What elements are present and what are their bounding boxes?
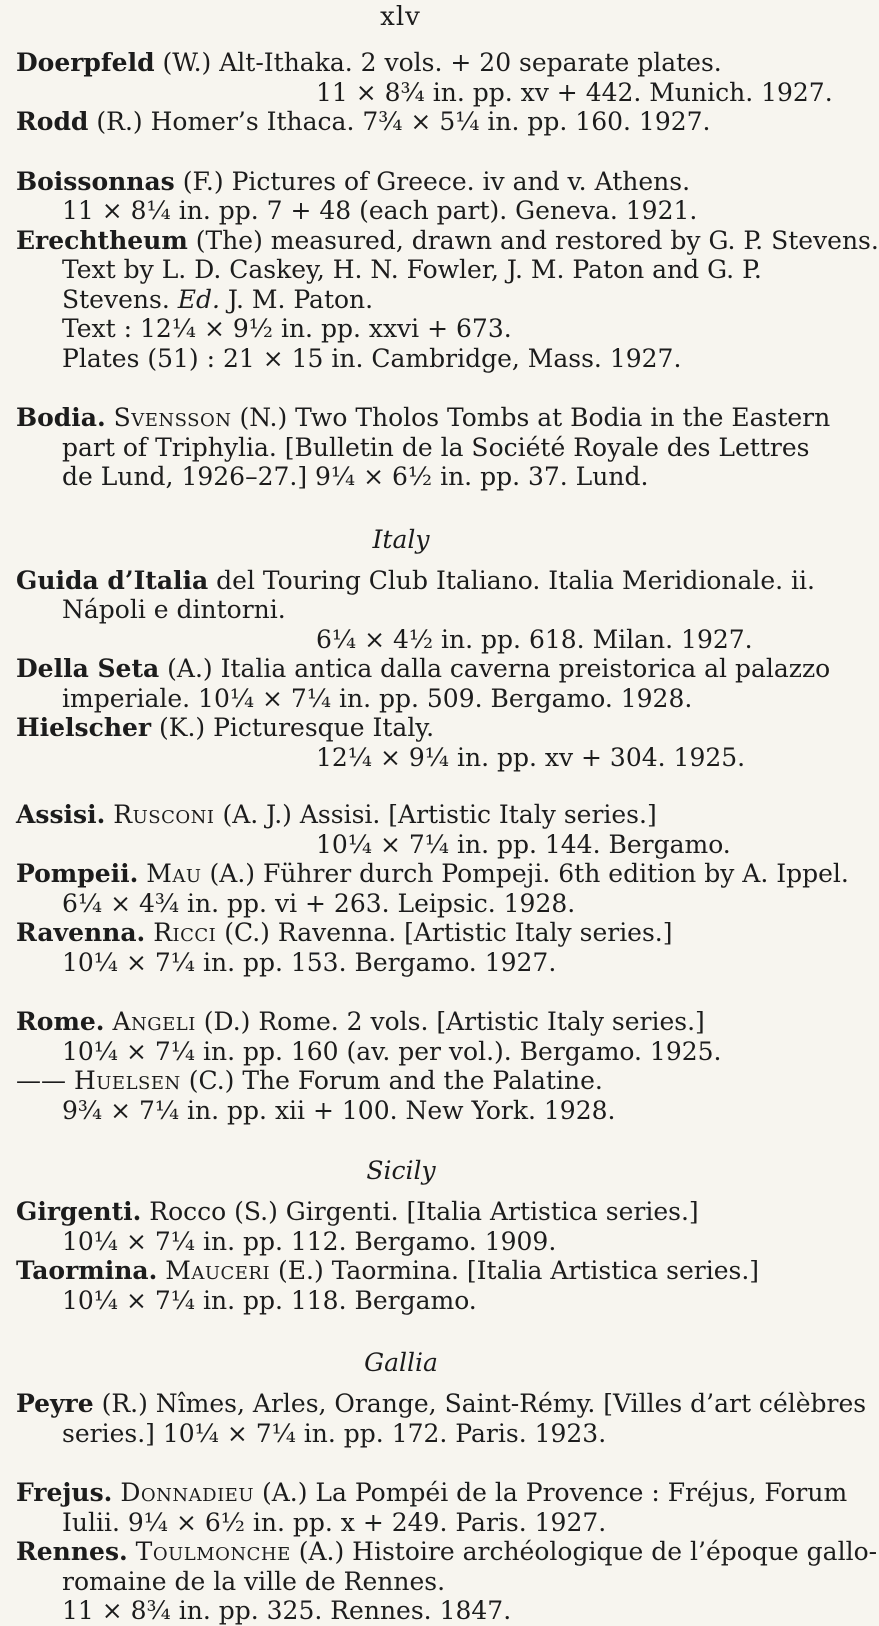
entry-line [16,285,786,315]
entry-subject: Peyre [16,1389,94,1418]
entry-text: 10¼ × 7¼ in. pp. 112. Bergamo. 1909. [62,1226,557,1256]
bib-entry [16,565,815,655]
entry-text [145,918,153,947]
bib-entry [16,225,879,374]
entry-line [16,684,786,714]
entry-text: (E.) Taormina. [Italia Artistica series.] [270,1256,760,1285]
entry-text: series.] 10¼ × 7¼ in. pp. 172. Paris. 1923. [62,1418,607,1448]
entry-author: Ricci [153,918,217,947]
entry-text: (W.) Alt-Ithaka. 2 vols. + 20 separate plates. [154,48,722,77]
section-heading: Gallia [364,1348,438,1377]
entry-text: 11 × 8¾ in. pp. xv + 442. Munich. 1927. [316,77,833,107]
entry-subject: Doerpfeld [16,48,155,77]
entry-text: 12¼ × 9¼ in. pp. xv + 304. 1925. [316,742,746,772]
entry-subject: Della Seta [16,654,160,683]
entry-line [16,196,786,226]
entry-line [16,225,879,256]
entry-text: de Lund, 1926–27.] 9¼ × 6½ in. pp. 37. Lund. [62,462,649,491]
entry-text: 6¼ × 4½ in. pp. 618. Milan. 1927. [316,624,753,654]
entry-line [16,255,786,285]
entry-line [16,654,831,684]
bib-entry [16,859,849,918]
entry-text: (K.) Picturesque Italy. [151,713,435,742]
entry-text: (R.) Homer’s Ithaca. 7¾ × 5¼ in. pp. 160. 1927. [88,107,711,136]
bib-entry [16,1066,786,1125]
bib-entry [16,800,786,859]
entry-line [16,1096,786,1126]
entry-text: Stevens. [62,284,178,314]
entry-line [16,403,831,433]
entry-subject: Erechtheum [16,225,188,255]
entry-text: Text : 12¼ × 9½ in. pp. xxvi + 673. [62,314,512,343]
bib-section [16,1347,867,1448]
bib-entry [16,48,833,107]
entry-text: (C.) Ravenna. [Artistic Italy series.] [216,918,673,947]
entry-text: 10¼ × 7¼ in. pp. 144. Bergamo. [316,829,731,859]
bib-entry [16,403,831,492]
entry-subject: Assisi. [16,800,106,829]
entry-line [16,107,786,137]
entry-line [16,800,786,830]
entry-subject: Girgenti. [16,1197,142,1226]
bib-entry [16,107,786,137]
bib-entry [16,1389,867,1448]
entry-text: (A.) Histoire archéologique de l’époque gallo- [290,1537,878,1566]
entry-line [16,918,786,948]
bib-section [16,1007,786,1125]
entry-text: (R.) Nîmes, Arles, Orange, Saint-Rémy. [Villes d’art célèbres [93,1389,867,1418]
entry-text: Ed. [177,284,220,314]
bib-section [16,48,833,137]
entry-line [16,314,786,344]
entry-line [16,1537,878,1567]
entry-subject: Bodia. [16,403,106,432]
entry-text: (D.) Rome. 2 vols. [Artistic Italy series.] [195,1007,705,1036]
entry-text: 10¼ × 7¼ in. pp. 153. Bergamo. 1927. [62,947,557,977]
entry-line [16,1066,786,1096]
entry-line [16,1037,786,1067]
entry-text [128,1537,136,1566]
entry-line [16,48,786,78]
entry-text: Nápoli e dintorni. [62,595,286,624]
entry-subject: Hielscher [16,713,152,742]
entry-text [106,403,114,432]
entry-line [16,77,833,108]
entry-line [16,1596,786,1626]
entry-line [16,1508,786,1538]
entry-author: Mau [146,859,202,888]
entry-text: (A.) La Pompéi de la Provence : Fréjus, Forum [254,1478,848,1507]
entry-line [16,595,786,625]
entry-line [16,432,810,463]
entry-text: (A.) Italia antica dalla caverna preistorica al palazzo [159,654,831,683]
entry-text: part of Triphylia. [Bulletin de la Société Royale des Lettres [62,432,810,462]
entry-line [16,1286,786,1316]
bib-entry [16,167,786,226]
entry-subject: Guida d’Italia [16,565,209,595]
bib-section [16,524,831,773]
page-number: xlv [380,2,421,32]
bib-entry [16,713,786,772]
entry-text: —— [16,1066,74,1095]
entry-author: Angeli [112,1007,196,1036]
entry-text: imperiale. 10¼ × 7¼ in. pp. 509. Bergamo. 1928. [62,683,693,713]
entry-line [16,565,815,596]
bibliography-list [16,48,879,1626]
bib-entry [16,918,786,977]
entry-line [16,1007,786,1037]
entry-text: Plates (51) : 21 × 15 in. Cambridge, Mass. 1927. [62,343,682,373]
bib-section [16,1155,786,1315]
entry-line [16,344,786,374]
bib-entry [16,1478,848,1537]
entry-subject: Rennes. [16,1537,128,1566]
entry-text: 11 × 8¼ in. pp. 7 + 48 (each part). Geneva. 1921. [62,196,698,225]
entry-text: Iulii. 9¼ × 6½ in. pp. x + 249. Paris. 1927. [62,1507,607,1537]
entry-line [16,889,786,919]
entry-text: Text by L. D. Caskey, H. N. Fowler, J. M. Paton and G. P. [62,255,762,284]
entry-subject: Rodd [16,107,89,136]
bib-section [16,800,849,977]
entry-text: 6¼ × 4¾ in. pp. vi + 263. Leipsic. 1928. [62,888,576,918]
entry-line [16,462,786,492]
entry-line [16,1478,848,1508]
entry-text: romaine de la ville de Rennes. [62,1566,446,1596]
entry-line [16,713,786,743]
entry-text: (The) measured, drawn and restored by G. P. Stevens. [187,225,879,255]
entry-line [16,743,786,773]
entry-line [16,859,849,889]
bib-entry [16,1256,786,1315]
entry-subject: Ravenna. [16,918,146,947]
entry-text: del Touring Club Italiano. Italia Meridionale. ii. [208,565,815,595]
bib-section [16,1478,878,1626]
bib-entry [16,654,831,713]
entry-text: (N.) Two Tholos Tombs at Bodia in the Eastern [231,403,831,432]
entry-subject: Rome. [16,1007,105,1036]
entry-text: Rocco (S.) Girgenti. [Italia Artistica series.] [141,1197,699,1226]
entry-author: Toulmonche [135,1537,291,1566]
entry-text: 9¾ × 7¼ in. pp. xii + 100. New York. 1928. [62,1095,616,1125]
entry-line [16,830,786,860]
bib-section [16,166,879,374]
entry-text: 10¼ × 7¼ in. pp. 118. Bergamo. [62,1285,477,1315]
bib-entry [16,1197,786,1256]
bib-section [16,403,831,492]
entry-text: J. M. Paton. [219,284,374,314]
entry-author: Donnadieu [120,1478,254,1507]
entry-author: Rusconi [113,800,215,829]
entry-author: Mauceri [165,1256,271,1285]
entry-line [16,1197,786,1227]
entry-text: 10¼ × 7¼ in. pp. 160 (av. per vol.). Bergamo. 1925. [62,1036,722,1066]
bib-entry [16,1007,786,1066]
entry-subject: Frejus. [16,1478,113,1507]
entry-line [16,948,786,978]
entry-line [16,1227,786,1257]
entry-text: (C.) The Forum and the Palatine. [180,1066,603,1095]
entry-line [16,1567,786,1597]
entry-line [16,1389,867,1419]
entry-text: (A. J.) Assisi. [Artistic Italy series.] [214,800,657,829]
entry-author: Huelsen [73,1066,181,1095]
entry-line [16,167,786,197]
entry-line [16,1256,786,1286]
section-heading: Italy [372,524,430,554]
entry-text: (A.) Führer durch Pompeji. 6th edition by A. Ippel. [201,859,849,888]
entry-subject: Taormina. [16,1256,158,1285]
bib-entry [16,1537,878,1626]
entry-text: 11 × 8¾ in. pp. 325. Rennes. 1847. [62,1596,512,1625]
entry-subject: Pompeii. [16,859,139,888]
entry-subject: Boissonnas [16,166,175,196]
entry-line [16,625,786,655]
entry-text: (F.) Pictures of Greece. iv and v. Athens. [174,166,691,196]
entry-author: Svensson [113,403,232,432]
section-heading: Sicily [366,1156,436,1185]
entry-line [16,1419,786,1449]
